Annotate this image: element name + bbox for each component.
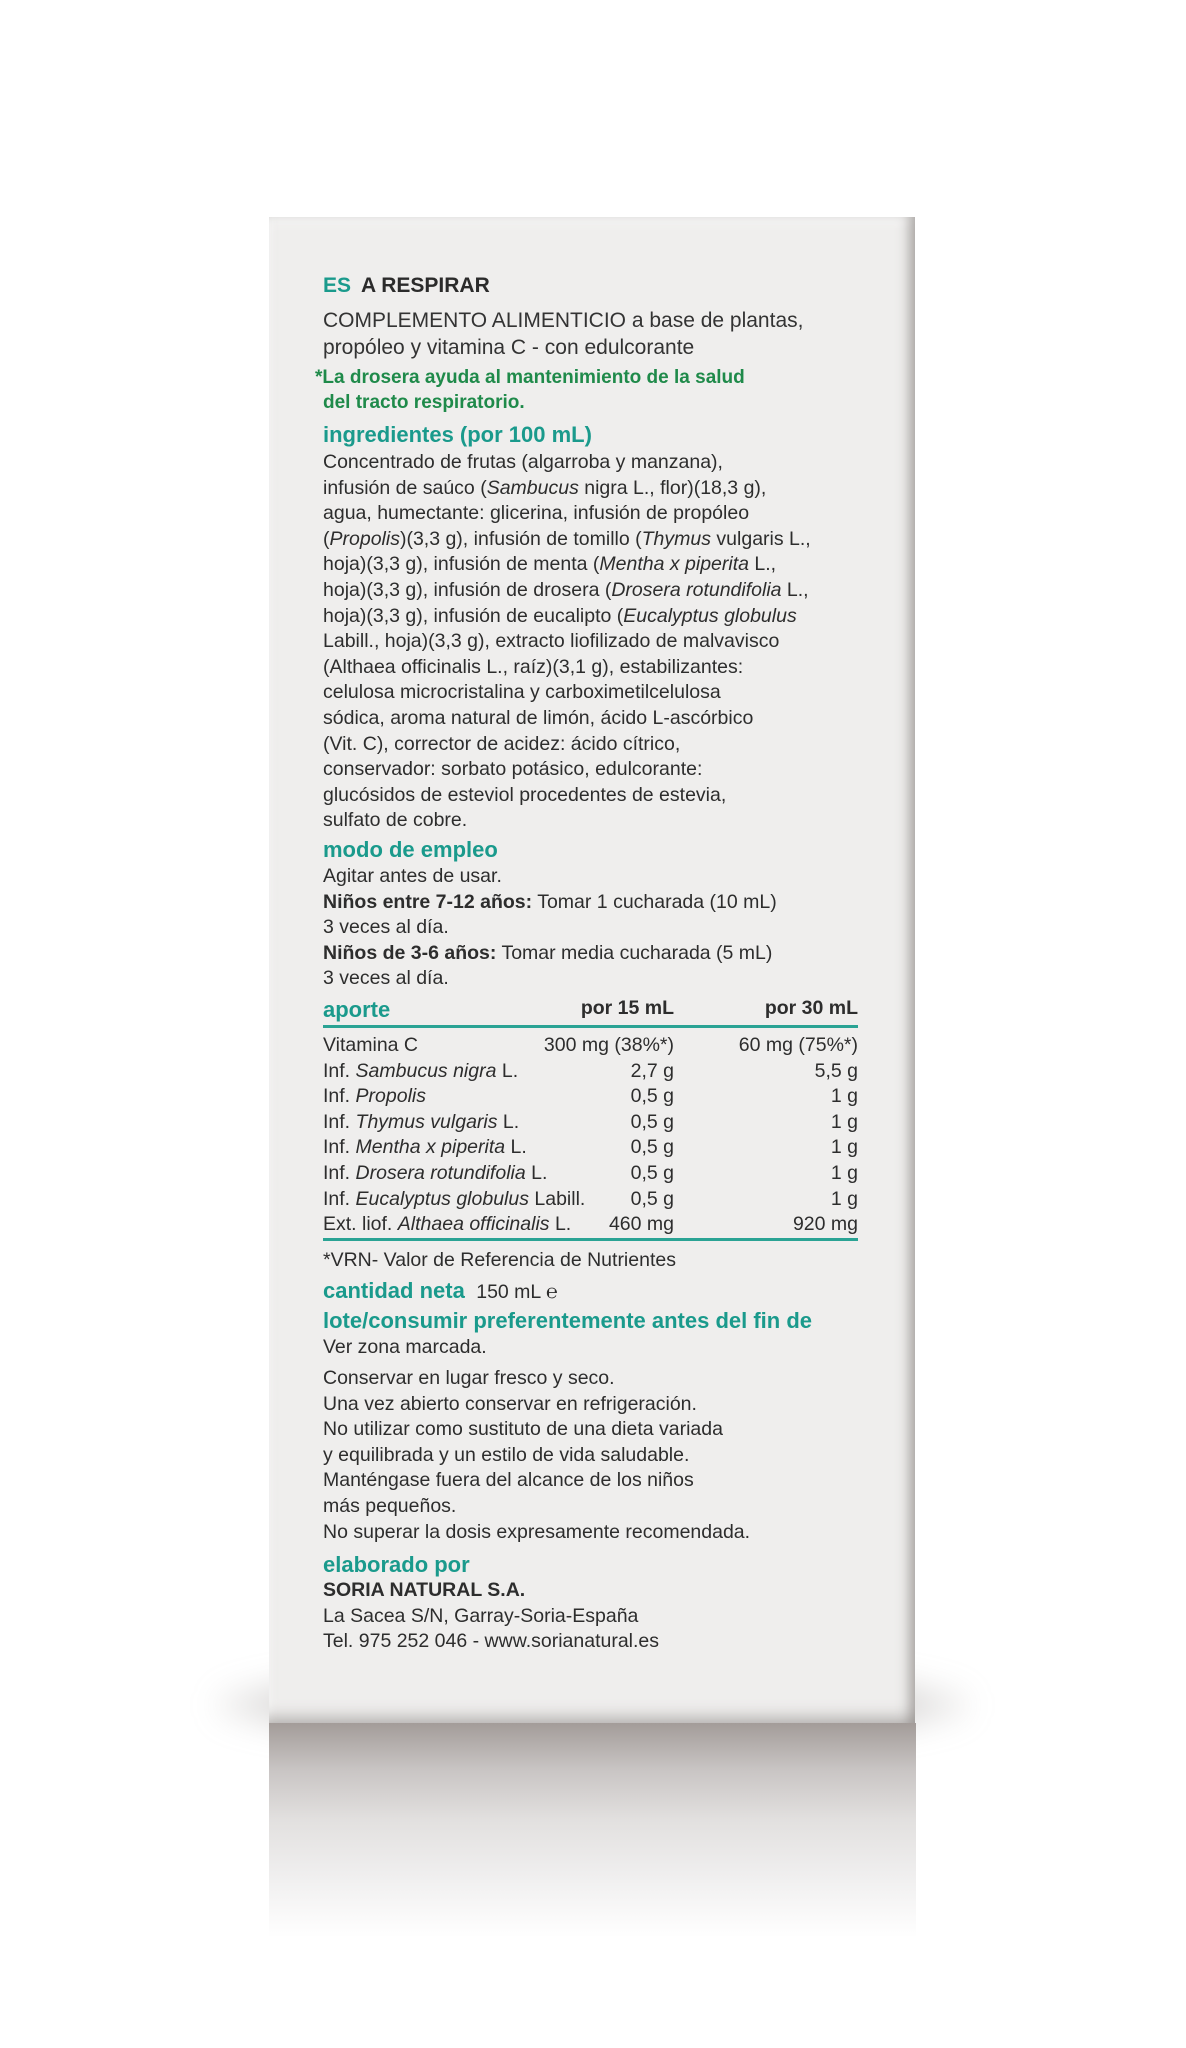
box-reflection xyxy=(269,1723,916,1938)
italic-text: Thymus xyxy=(641,527,711,550)
column-header-15ml: por 15 mL xyxy=(580,997,674,1019)
text-run: L. xyxy=(525,1162,548,1184)
text-run: conservador: sorbato potásico, edulcorante: xyxy=(323,758,703,781)
value-per-30ml: 1 g xyxy=(830,1136,858,1159)
table-row xyxy=(323,1034,858,1058)
warning-line: Manténgase fuera del alcance de los niños xyxy=(323,1469,694,1492)
manufacturer-address: La Sacea S/N, Garray-Soria-España xyxy=(323,1605,639,1627)
text-run: L. xyxy=(496,1059,519,1082)
nutrient-name xyxy=(323,1111,519,1134)
health-claim-line: *La drosera ayuda al mantenimiento de la salud xyxy=(315,367,745,388)
italic-text: Sambucus xyxy=(486,476,579,499)
text-run: hoja)(3,3 g), infusión de menta ( xyxy=(323,553,600,576)
italic-text: Propolis xyxy=(355,1085,426,1108)
description-line: propóleo y vitamina C - con edulcorante xyxy=(323,336,695,359)
text-run: Labill., hoja)(3,3 g), extracto liofilizado de malvavisco xyxy=(323,630,780,653)
value-per-30ml: 60 mg (75%*) xyxy=(738,1034,858,1056)
lot-heading: lote/consumir preferentemente antes del fin de xyxy=(323,1308,813,1333)
manufacturer-name: SORIA NATURAL S.A. xyxy=(323,1579,526,1601)
value-per-30ml: 1 g xyxy=(830,1187,858,1210)
text-run: vulgaris L., xyxy=(711,527,811,550)
text-run: L., xyxy=(749,553,777,576)
table-heading: aporte xyxy=(323,997,391,1022)
ingredient-line xyxy=(323,632,779,652)
table-row xyxy=(323,1213,858,1237)
text-run: (Vit. C), corrector de acidez: ácido cítrico, xyxy=(323,732,681,755)
text-run: Labill. xyxy=(528,1187,586,1210)
net-quantity-row xyxy=(323,1280,558,1303)
text-run: L. xyxy=(497,1110,520,1133)
value-per-15ml: 0,5 g xyxy=(630,1085,674,1108)
usage-line xyxy=(323,969,449,989)
vrn-footnote: *VRN- Valor de Referencia de Nutrientes xyxy=(323,1249,676,1271)
ingredient-line xyxy=(323,476,767,499)
bold-text: Niños entre 7-12 años: xyxy=(323,890,533,913)
description-line: COMPLEMENTO ALIMENTICIO a base de plantas, xyxy=(323,309,804,332)
ingredient-line xyxy=(323,783,727,806)
text-run: L. xyxy=(549,1213,572,1236)
text-run: glucósidos de esteviol procedentes de estevia, xyxy=(323,783,727,806)
text-run: (Althaea officinalis L., raíz)(3,1 g), estabilizantes: xyxy=(323,655,744,678)
nutrient-name xyxy=(323,1136,527,1159)
language-code: ES xyxy=(323,274,352,297)
warning-line: más pequeños. xyxy=(323,1495,457,1517)
text-run: sulfato de cobre. xyxy=(323,809,468,832)
text-run: Inf. xyxy=(323,1162,356,1184)
usage-line xyxy=(323,867,502,887)
text-run: celulosa microcristalina y carboximetilcelulosa xyxy=(323,681,721,704)
text-run: nigra L., flor)(18,3 g), xyxy=(578,476,767,499)
text-run: L. xyxy=(505,1136,527,1159)
value-per-15ml: 0,5 g xyxy=(630,1162,674,1184)
italic-text: Thymus vulgaris xyxy=(355,1110,498,1133)
nutrient-name xyxy=(323,1188,585,1211)
italic-text: Mentha x piperita xyxy=(355,1136,506,1159)
warning-line: Una vez abierto conservar en refrigeración. xyxy=(323,1392,697,1415)
value-per-15ml: 460 mg xyxy=(608,1213,674,1236)
warning-line: No utilizar como sustituto de una dieta variada xyxy=(323,1418,723,1441)
ingredient-line xyxy=(323,811,467,831)
text-run: Agitar antes de usar. xyxy=(323,865,502,887)
text-run: Tomar media cucharada (5 mL) xyxy=(496,941,773,964)
text-run: Inf. xyxy=(323,1136,356,1159)
italic-text: Drosera rotundifolia xyxy=(611,579,782,601)
text-run: Inf. xyxy=(323,1187,356,1210)
health-claim-line: del tracto respiratorio. xyxy=(323,392,525,413)
ingredient-line xyxy=(323,581,809,601)
ingredients-heading: ingredientes (por 100 mL) xyxy=(323,422,592,447)
text-run: 3 veces al día. xyxy=(323,916,449,939)
value-per-15ml: 0,5 g xyxy=(630,1187,674,1210)
italic-text: Sambucus nigra xyxy=(355,1059,497,1082)
italic-text: Drosera rotundifolia xyxy=(355,1162,526,1184)
value-per-30ml: 1 g xyxy=(830,1110,858,1133)
text-run: 3 veces al día. xyxy=(323,967,449,990)
ingredient-line xyxy=(323,683,721,703)
usage-line xyxy=(323,941,773,964)
text-run: hoja)(3,3 g), infusión de drosera ( xyxy=(323,579,612,601)
text-run: Inf. xyxy=(323,1085,356,1108)
column-header-30ml: por 30 mL xyxy=(764,997,858,1019)
text-run: Inf. xyxy=(323,1110,356,1133)
ingredient-line xyxy=(323,555,776,575)
text-run: hoja)(3,3 g), infusión de eucalipto ( xyxy=(323,604,624,627)
table-row xyxy=(323,1111,858,1135)
table-top-rule xyxy=(323,1025,858,1028)
value-per-15ml: 2,7 g xyxy=(630,1059,674,1082)
text-run: )(3,3 g), infusión de tomillo ( xyxy=(399,527,642,550)
usage-line xyxy=(323,890,777,913)
product-name: A RESPIRAR xyxy=(361,274,490,297)
ingredient-line xyxy=(323,527,811,550)
table-bottom-rule xyxy=(323,1238,858,1241)
nutrient-name xyxy=(323,1034,418,1057)
italic-text: Eucalyptus globulus xyxy=(355,1187,529,1210)
value-per-15ml: 300 mg (38%*) xyxy=(543,1034,674,1056)
text-run: L., xyxy=(781,579,809,601)
italic-text: Mentha x piperita xyxy=(599,553,749,576)
ingredient-line xyxy=(323,760,702,780)
warning-line: Conservar en lugar fresco y seco. xyxy=(323,1367,615,1389)
text-run: Inf. xyxy=(323,1059,356,1082)
product-title-row xyxy=(323,275,490,297)
value-per-30ml: 920 mg xyxy=(792,1213,858,1236)
manufacturer-heading: elaborado por xyxy=(323,1552,470,1577)
lot-value: Ver zona marcada. xyxy=(323,1336,487,1358)
italic-text: Althaea officinalis xyxy=(397,1213,550,1236)
text-run: Vitamina C xyxy=(323,1034,419,1056)
ingredient-line xyxy=(323,655,744,678)
ingredient-line xyxy=(323,732,681,755)
table-row xyxy=(323,1162,858,1186)
value-per-30ml: 5,5 g xyxy=(814,1059,858,1082)
bold-text: Niños de 3-6 años: xyxy=(323,941,497,964)
table-row xyxy=(323,1085,858,1109)
text-run: ( xyxy=(323,527,330,550)
text-run: agua, humectante: glicerina, infusión de propóleo xyxy=(323,502,750,525)
text-run: Concentrado de frutas (algarroba y manzana), xyxy=(323,451,723,473)
usage-heading: modo de empleo xyxy=(323,837,498,862)
italic-text: Propolis xyxy=(329,527,400,550)
net-quantity-label: cantidad neta xyxy=(323,1278,465,1303)
table-row xyxy=(323,1136,858,1160)
value-per-15ml: 0,5 g xyxy=(630,1136,674,1159)
value-per-15ml: 0,5 g xyxy=(630,1110,674,1133)
ingredient-line xyxy=(323,453,723,473)
text-run: infusión de saúco ( xyxy=(323,476,487,499)
text-run: Ext. liof. xyxy=(323,1213,398,1236)
warning-line: y equilibrada y un estilo de vida saludable. xyxy=(323,1443,690,1466)
net-quantity-value: 150 mL ℮ xyxy=(476,1281,558,1303)
ingredient-line xyxy=(323,709,753,729)
text-run: Tomar 1 cucharada (10 mL) xyxy=(532,890,777,913)
usage-line xyxy=(323,918,449,938)
ingredient-line xyxy=(323,504,749,524)
nutrient-name xyxy=(323,1060,518,1083)
nutrient-name xyxy=(323,1213,571,1236)
nutrient-name xyxy=(323,1162,547,1185)
value-per-30ml: 1 g xyxy=(830,1085,858,1108)
text-run: sódica, aroma natural de limón, ácido L-ascórbico xyxy=(323,707,754,729)
value-per-30ml: 1 g xyxy=(830,1162,858,1184)
nutrient-name xyxy=(323,1085,426,1108)
manufacturer-contact: Tel. 975 252 046 - www.sorianatural.es xyxy=(323,1630,660,1652)
table-row xyxy=(323,1188,858,1212)
table-row xyxy=(323,1060,858,1084)
warning-line: No superar la dosis expresamente recomendada. xyxy=(323,1520,751,1543)
italic-text: Eucalyptus globulus xyxy=(623,604,797,627)
ingredient-line xyxy=(323,604,797,627)
nutrition-table-header xyxy=(323,997,858,1021)
product-box-back-panel xyxy=(269,217,915,1723)
